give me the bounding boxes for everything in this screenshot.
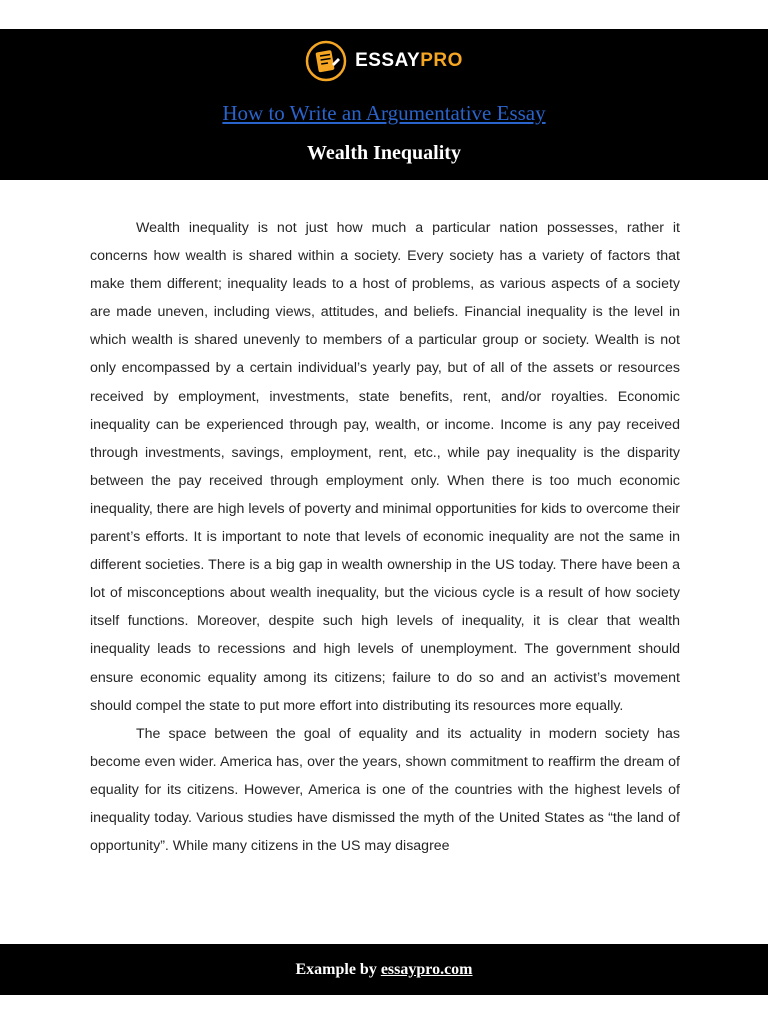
- essaypro-logo-icon: [305, 40, 347, 82]
- header-banner: [0, 29, 768, 180]
- essay-title: Wealth Inequality: [307, 142, 461, 164]
- logo-wordmark-essay: ESSAY: [355, 50, 421, 71]
- footer-prefix: Example by: [295, 960, 381, 978]
- logo-wordmark: [355, 50, 463, 72]
- logo-wordmark-pro: PRO: [420, 50, 463, 71]
- essay-paragraph: Wealth inequality is not just how much a particular nation possesses, rather it concerns how wealth is shared within a society. Every society has a variety of factors that make them different; inequality leads to a host of problems, as various aspects of a society are made uneven, including views, attitudes, and beliefs. Financial inequality is the level in which wealth is shared unevenly to members of a particular group or society. Wealth is not only encompassed by a certain individual’s yearly pay, but of all of the assets or resources received by employment, investments, state benefits, rent, and/or royalties. Economic inequality can be experienced through pay, wealth, or income. Income is any pay received through investments, savings, employment, rent, etc., while pay inequality is the disparity between the pay received through employment only. When there is too much economic inequality, there are high levels of poverty and minimal opportunities for kids to overcome their parent’s efforts. It is important to note that levels of economic inequality are not the same in different societies. There is a big gap in wealth ownership in the US today. There have been a lot of misconceptions about wealth inequality, but the vicious cycle is a result of how society itself functions. Moreover, despite such high levels of inequality, it is clear that wealth inequality leads to recessions and high levels of unemployment. The government should ensure economic equality among its citizens; failure to do so and an activist’s movement should compel the state to put more effort into distributing its resources more equally.: [90, 220, 680, 714]
- essay-paragraph: The space between the goal of equality and its actuality in modern society has become even wider. America has, over the years, shown commitment to reaffirm the dream of equality for its citizens. However, America is one of the countries with the highest levels of inequality today. Various studies have dismissed the myth of the United States as “the land of opportunity”. While many citizens in the US may disagree: [90, 725, 680, 855]
- footer-credit: [295, 961, 472, 979]
- essaypro-site-link[interactable]: essaypro.com: [380, 960, 473, 978]
- footer-banner: [0, 944, 768, 995]
- essaypro-logo[interactable]: [0, 39, 768, 83]
- argumentative-essay-guide-link[interactable]: How to Write an Argumentative Essay: [222, 101, 546, 125]
- essay-body: [90, 214, 680, 860]
